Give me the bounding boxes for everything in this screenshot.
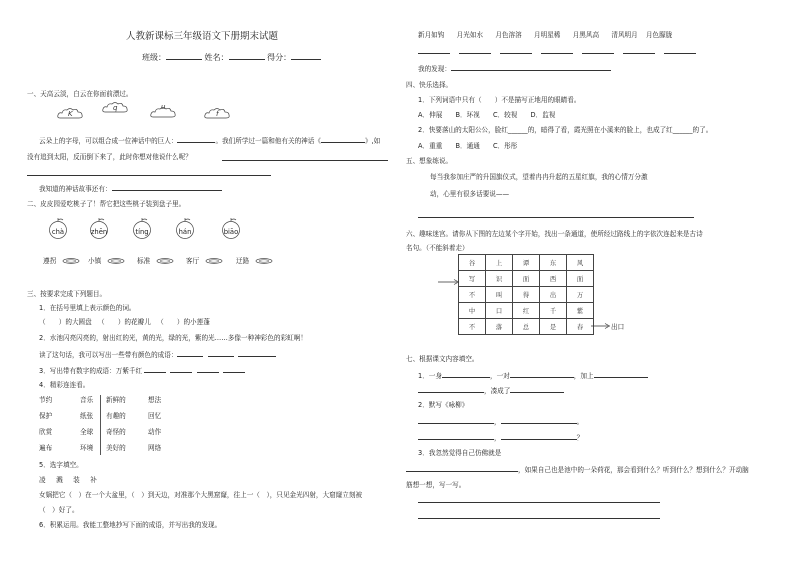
match-cell[interactable]: 网络 bbox=[148, 444, 162, 452]
plate-icon[interactable] bbox=[205, 258, 223, 264]
pinyin-label: chà bbox=[51, 228, 65, 236]
cloud-letter: q bbox=[113, 104, 118, 112]
score-field[interactable] bbox=[291, 53, 321, 60]
class-label: 班级： bbox=[142, 53, 166, 62]
s3-q1-fills: （ ）的大圆盘 （ ）的花瓣儿 （ ）的小莲蓬 bbox=[39, 318, 210, 326]
maze-cell[interactable]: 谭 bbox=[513, 255, 540, 271]
match-cell[interactable]: 奇怪的 bbox=[106, 428, 126, 436]
section6-heading-2: 名句。（不能斜着走） bbox=[406, 244, 469, 252]
answer-line[interactable] bbox=[27, 175, 271, 176]
name-label: 姓名： bbox=[204, 53, 229, 62]
maze-cell[interactable]: 上 bbox=[486, 255, 513, 271]
giant-name-field[interactable] bbox=[177, 136, 215, 143]
idiom-row: 新月如钩 月光如水 月色溶溶 月明星稀 月黑风高 清风明月 月色朦胧 bbox=[418, 31, 673, 39]
maze-cell[interactable]: 西 bbox=[540, 271, 567, 287]
maze-cell[interactable]: 春 bbox=[567, 319, 594, 335]
plate-word: 客厅 bbox=[186, 257, 200, 265]
pinyin-label: tíng bbox=[135, 228, 149, 236]
cloud-letter: u bbox=[161, 103, 166, 111]
cloud-letter: K bbox=[68, 110, 73, 118]
match-cell[interactable]: 环境 bbox=[80, 444, 94, 452]
plate-icon[interactable] bbox=[255, 258, 273, 264]
maze-cell[interactable]: 千 bbox=[540, 303, 567, 319]
match-cell[interactable]: 节约 bbox=[39, 396, 53, 404]
plate-word: 小镇 bbox=[88, 257, 102, 265]
score-label: 得分： bbox=[267, 53, 292, 62]
plate-word: 迂路 bbox=[236, 257, 250, 265]
maze-cell[interactable]: 总 bbox=[513, 319, 540, 335]
section7-heading: 七、根据课文内容填空。 bbox=[406, 355, 479, 363]
match-divider bbox=[100, 395, 101, 455]
s1-line1: 云朵上的字母，可以组合成一位神话中的巨人： 。我们所学过一篇和他有关的神话《 》,如 bbox=[39, 137, 381, 145]
maze-cell[interactable]: 面 bbox=[567, 271, 594, 287]
plate-icon[interactable] bbox=[156, 258, 174, 264]
section3-heading: 三、按要求完成下列题目。 bbox=[27, 290, 107, 298]
s3-q4: 4．精彩连连看。 bbox=[39, 381, 90, 389]
answer-line[interactable] bbox=[418, 518, 660, 519]
s3-q5: 5．选字填空。 bbox=[39, 461, 83, 469]
match-cell[interactable]: 纸张 bbox=[80, 412, 94, 420]
s7-q1-cont: ，凑成了 bbox=[418, 386, 564, 395]
answer-line[interactable] bbox=[222, 160, 388, 161]
match-cell[interactable]: 保护 bbox=[39, 412, 53, 420]
maze-cell[interactable]: 不 bbox=[459, 319, 486, 335]
maze-cell[interactable]: 红 bbox=[513, 303, 540, 319]
maze-cell[interactable]: 紫 bbox=[567, 303, 594, 319]
answer-line[interactable] bbox=[418, 217, 694, 218]
exit-label: 出口 bbox=[611, 323, 625, 331]
cloud-letter: f bbox=[216, 110, 219, 118]
match-cell[interactable]: 有趣的 bbox=[106, 412, 126, 420]
maze-cell[interactable]: 面 bbox=[513, 271, 540, 287]
pinyin-label: biāo bbox=[223, 228, 239, 236]
s4-q2: 2．快要落山的太阳公公，脸红______的，暗得了看，霞光照在小溪来的脸上，也成了红______的了。 bbox=[418, 126, 713, 134]
entry-arrow-icon bbox=[438, 278, 460, 286]
maze-cell[interactable]: 出 bbox=[540, 287, 567, 303]
match-cell[interactable]: 回忆 bbox=[148, 412, 162, 420]
section1-heading: 一、天高云淡，白云在你面前漂过。 bbox=[27, 90, 133, 98]
match-cell[interactable]: 动作 bbox=[148, 428, 162, 436]
s1-line3: 我知道的神话故事还有： bbox=[39, 184, 222, 193]
s3-q5-chars: 凌 溅 装 补 bbox=[39, 476, 97, 484]
plate-word: 标准 bbox=[137, 257, 151, 265]
s3-q5a: 女娲把它（ ）在一个大盆里，（ ）到天边，对准那个大黑窟窿，往上一（ ），只见金光四射，大窟窿立刻被 bbox=[39, 491, 363, 499]
s3-q1: 1．在括号里填上表示颜色的词。 bbox=[39, 304, 136, 312]
page-title: 人教新课标三年级语文下册期末试题 bbox=[126, 31, 279, 42]
s7-q3c: 筋想一想，写一写。 bbox=[406, 481, 466, 489]
maze-cell[interactable]: 得 bbox=[513, 287, 540, 303]
maze-cell[interactable]: 东 bbox=[540, 255, 567, 271]
match-cell[interactable]: 音乐 bbox=[80, 396, 94, 404]
s5-line2: 动，心里有很多话要说—— bbox=[430, 190, 510, 198]
discovery-line: 我的发现： bbox=[418, 64, 611, 73]
myth-title-field[interactable] bbox=[321, 136, 365, 143]
s7-q1: 1．一身 ，一对 ，加上 bbox=[418, 371, 648, 380]
exit-arrow-icon bbox=[591, 322, 611, 330]
match-cell[interactable]: 想法 bbox=[148, 396, 162, 404]
s3-q5b: （ ）好了。 bbox=[39, 506, 79, 514]
s4-q1-options[interactable]: A．伸展 B．环视 C．较视 D．监视 bbox=[418, 111, 556, 119]
s7-q2: 2．默写《咏柳》 bbox=[418, 401, 469, 409]
s3-q2b: 读了这句话，我可以写出一些带有颜色的成语： bbox=[39, 350, 276, 359]
plate-icon[interactable] bbox=[107, 258, 125, 264]
student-info bbox=[142, 53, 321, 63]
s7-q3b: ，如果自己也是池中的一朵荷花，那会看到什么？听到什么？想到什么？开动脑 bbox=[406, 465, 749, 474]
maze-cell[interactable]: 不 bbox=[459, 287, 486, 303]
section6-heading: 六、趣味迷宫。请你从下图的左边某个字开始，找出一条通道，使所经过路线上的字依次连起来是古诗 bbox=[406, 230, 703, 238]
s5-line1: 每当我参加庄严的升国旗仪式，望着冉冉升起的五星红旗，我的心情万分激 bbox=[430, 173, 648, 181]
poem-line: ， ？ bbox=[418, 433, 583, 442]
maze-cell[interactable]: 落 bbox=[486, 319, 513, 335]
section4-heading: 四、快乐选择。 bbox=[406, 81, 453, 89]
plate-word: 遵拐 bbox=[43, 257, 57, 265]
pinyin-label: hán bbox=[178, 228, 192, 236]
poem-line: ， 。 bbox=[418, 417, 583, 426]
s3-q6: 6．积累运用。我能工整地抄写下面的成语，并写出我的发现。 bbox=[39, 521, 222, 529]
match-cell[interactable]: 新鲜的 bbox=[106, 396, 126, 404]
maze-cell[interactable]: 识 bbox=[486, 271, 513, 287]
s7-q3: 3．我忽然觉得自己仿佛就是 bbox=[418, 449, 502, 457]
maze-cell[interactable]: 中 bbox=[459, 303, 486, 319]
maze-cell[interactable]: 写 bbox=[459, 271, 486, 287]
maze-cell[interactable]: 是 bbox=[540, 319, 567, 335]
more-myths-field[interactable] bbox=[112, 184, 222, 191]
s4-q2-options[interactable]: A．重重 B．通通 C．彤彤 bbox=[418, 142, 518, 150]
match-cell[interactable]: 欣赏 bbox=[39, 428, 53, 436]
match-cell[interactable]: 遍布 bbox=[39, 444, 53, 452]
match-cell[interactable]: 全球 bbox=[80, 428, 94, 436]
maze-cell[interactable]: 风 bbox=[567, 255, 594, 271]
pinyin-label: zhēn bbox=[90, 228, 108, 236]
maze-cell[interactable]: 叫 bbox=[486, 287, 513, 303]
answer-line[interactable] bbox=[418, 502, 660, 503]
s1-line2: 没有追到太阳，反而倒下来了，此时你想对他说什么呢？ bbox=[27, 153, 192, 161]
maze-grid bbox=[458, 254, 594, 335]
section2-heading: 二、皮皮园爱吃桃子了！帮它把这些桃子装到盘子里。 bbox=[27, 200, 186, 208]
plate-icon[interactable] bbox=[62, 258, 80, 264]
s3-q2a: 2．水池闪亮闪亮的，射出红的光，黄的光，绿的光，紫的光……多像一种神彩色的彩虹啊！ bbox=[39, 334, 307, 342]
match-cell[interactable]: 美好的 bbox=[106, 444, 126, 452]
s3-q3: 3．写出带有数字的成语：万紫千红 bbox=[39, 366, 245, 375]
discovery-field[interactable] bbox=[451, 64, 611, 71]
section5-heading: 五、想象练说。 bbox=[406, 157, 453, 165]
s4-q1: 1．下列词语中只有（ ）不是描写正地用的眼睛看。 bbox=[418, 96, 581, 104]
maze-cell[interactable]: 万 bbox=[567, 287, 594, 303]
name-field[interactable] bbox=[229, 53, 265, 60]
class-field[interactable] bbox=[166, 53, 202, 60]
maze-cell[interactable]: 口 bbox=[486, 303, 513, 319]
maze-cell[interactable]: 谷 bbox=[459, 255, 486, 271]
